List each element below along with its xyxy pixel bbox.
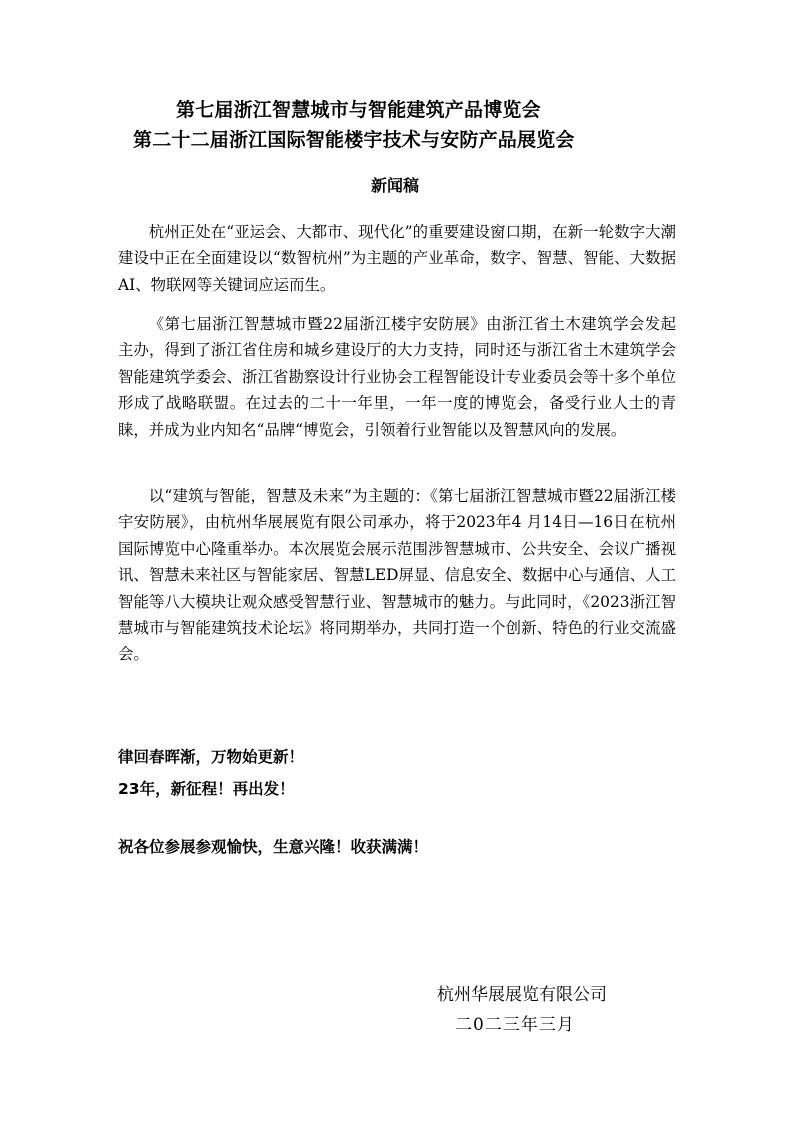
paragraph-event: 以“建筑与智能，智慧及未来”为主题的：《第七届浙江智慧城市暨22届浙江楼宇安防展》，由杭州华展展览有限公司承办，将于2023年4 月14日—16日在杭州国际博览中心隆重举办。本次展览会展示范围涉智慧城市、公共安全、会议广播视讯、智慧未来社区与智能家居、智慧LED屏显、信息安全、数据中心与通信、人工智能等八大模块让观众感受智慧行业、智慧城市的魅力。与此同时，《2023浙江智慧城市与智能建筑技术论坛》将同期举办，共同打造一个创新、特色的行业交流盛会。 <box>118 487 676 664</box>
document-subtitle: 新闻稿 <box>371 176 420 195</box>
title-line-2: 第二十二届浙江国际智能楼宇技术与安防产品展览会 <box>133 129 575 151</box>
slogan-line-1: 律回春晖渐，万物始更新！ <box>118 748 305 766</box>
signature-date: 二0二三年三月 <box>455 1015 575 1035</box>
paragraph-organizer: 《第七届浙江智慧城市暨22届浙江楼宇安防展》由浙江省土木建筑学会发起主办，得到了浙江省住房和城乡建设厅的大力支持，同时还与浙江省土木建筑学会智能建筑学委会、浙江省勘察设计行业协会工程智能设计专业委员会等十多个单位形成了战略联盟。在过去的二十一年里，一年一度的博览会，备受行业人士的青睐，并成为业内知名“品牌“博览会，引领着行业智能以及智慧风向的发展。 <box>118 315 676 439</box>
body-section-3 <box>118 483 676 668</box>
slogan-line-2: 23年，新征程！再出发！ <box>118 780 295 798</box>
slogan-line-3: 祝各位参展参观愉快，生意兴隆！收获满满！ <box>118 838 429 856</box>
paragraph-intro: 杭州正处在“亚运会、大都市、现代化”的重要建设窗口期，在新一轮数字大潮建设中正在全面建设以“数智杭州”为主题的产业革命，数字、智慧、智能、大数据AI、物联网等关键词应运而生。 <box>118 223 676 294</box>
body-section-1 <box>118 219 676 298</box>
title-line-1: 第七届浙江智慧城市与智能建筑产品博览会 <box>176 99 541 121</box>
signature-company: 杭州华展展览有限公司 <box>437 985 607 1005</box>
body-section-2 <box>118 311 676 443</box>
